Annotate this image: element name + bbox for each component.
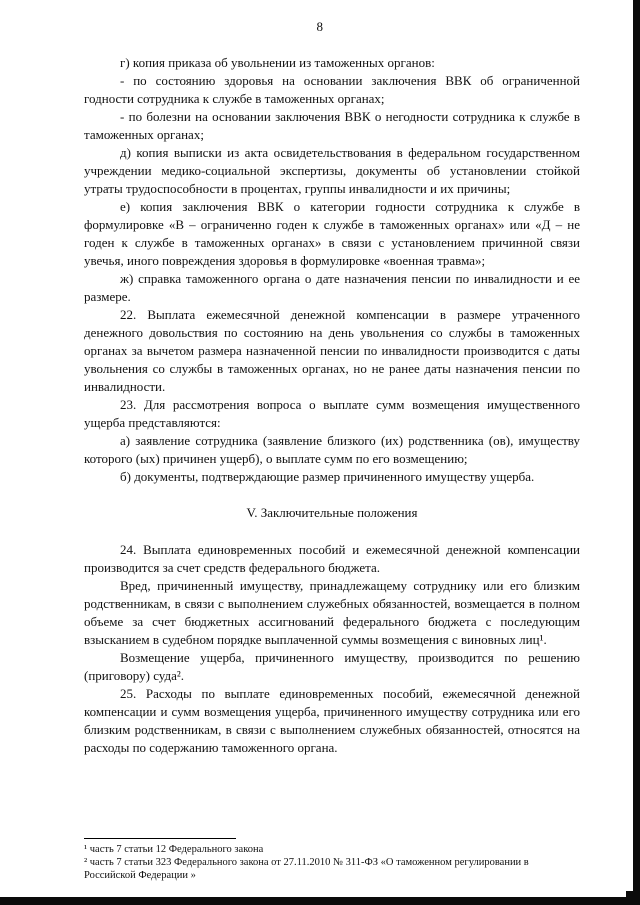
footnote-1: ¹ часть 7 статьи 12 Федерального закона xyxy=(84,844,264,855)
footnote-separator xyxy=(84,838,236,839)
paragraph-point-24: 24. Выплата единовременных пособий и ежемесячной денежной компенсации производится за счет средств федерального бюджета. xyxy=(84,542,580,575)
paragraph-item-e: е) копия заключения ВВК о категории годности сотрудника к службе в формулировке «В – ограниченно годен к службе в таможенных органах» или «Д – не годен к службе в таможенных органах» в связи с установлением причинной связи увечья, иного повреждения здоровья в формулировке «военная травма»; xyxy=(84,199,580,268)
paragraph-court-decision: Возмещение ущерба, причиненного имуществу, производится по решению (приговору) суда². xyxy=(84,650,580,683)
page-number: 8 xyxy=(316,19,324,34)
scan-border-right xyxy=(633,0,640,905)
paragraph-point-23: 23. Для рассмотрения вопроса о выплате сумм возмещения имущественного ущерба представляются: xyxy=(84,397,580,430)
paragraph-point-22: 22. Выплата ежемесячной денежной компенсации в размере утраченного денежного довольствия по состоянию на день увольнения со службы в таможенных органах за вычетом размера назначенной пенсии по инвалидности производится с даты увольнения со службы в таможенных органах, но не ранее даты назначения пенсии по инвалидности. xyxy=(84,307,580,394)
scan-border-corner xyxy=(626,891,640,905)
paragraph-item-d: д) копия выписки из акта освидетельствования в федеральном государственном учреждении медико-социальной экспертизы, документы об установлении стойкой утраты трудоспособности в процентах, группы инвалидности и их причины; xyxy=(84,145,580,196)
footnotes xyxy=(84,838,580,882)
paragraph-item-g: г) копия приказа об увольнении из таможенных органов: xyxy=(120,55,435,70)
paragraph-dash-health: - по состоянию здоровья на основании заключения ВВК об ограниченной годности сотрудника к службе в таможенных органах; xyxy=(84,73,580,106)
paragraph-damage-compensation: Вред, причиненный имуществу, принадлежащему сотруднику или его близким родственникам, в связи с выполнением служебных обязанностей, возмещается в полном объеме за счет бюджетных ассигнований федерального бюджета с последующим взысканием в судебном порядке выплаченной суммы возмещения с виновных лиц¹. xyxy=(84,578,580,647)
scan-border-bottom xyxy=(0,897,640,905)
paragraph-item-a: а) заявление сотрудника (заявление близкого (их) родственника (ов), имуществу которого (ых) причинен ущерб), о выплате сумм по его возмещению; xyxy=(84,433,580,466)
section-heading: V. Заключительные положения xyxy=(246,505,418,520)
paragraph-item-b: б) документы, подтверждающие размер причиненного имуществу ущерба. xyxy=(120,469,535,484)
paragraph-point-25: 25. Расходы по выплате единовременных пособий, ежемесячной денежной компенсации и сумм возмещения ущерба, причиненного имуществу сотрудника или его близким родственникам, в связи с выполнением служебных обязанностей, относятся на расходы по содержанию таможенного органа. xyxy=(84,686,580,755)
footnote-2: ² часть 7 статьи 323 Федерального закона от 27.11.2010 № 311-ФЗ «О таможенном регулировании в Российской Федерации » xyxy=(84,857,529,881)
document-body xyxy=(84,54,580,757)
paragraph-item-zh: ж) справка таможенного органа о дате назначения пенсии по инвалидности и ее размере. xyxy=(84,271,580,304)
paragraph-dash-illness: - по болезни на основании заключения ВВК о негодности сотрудника к службе в таможенных органах; xyxy=(84,109,580,142)
